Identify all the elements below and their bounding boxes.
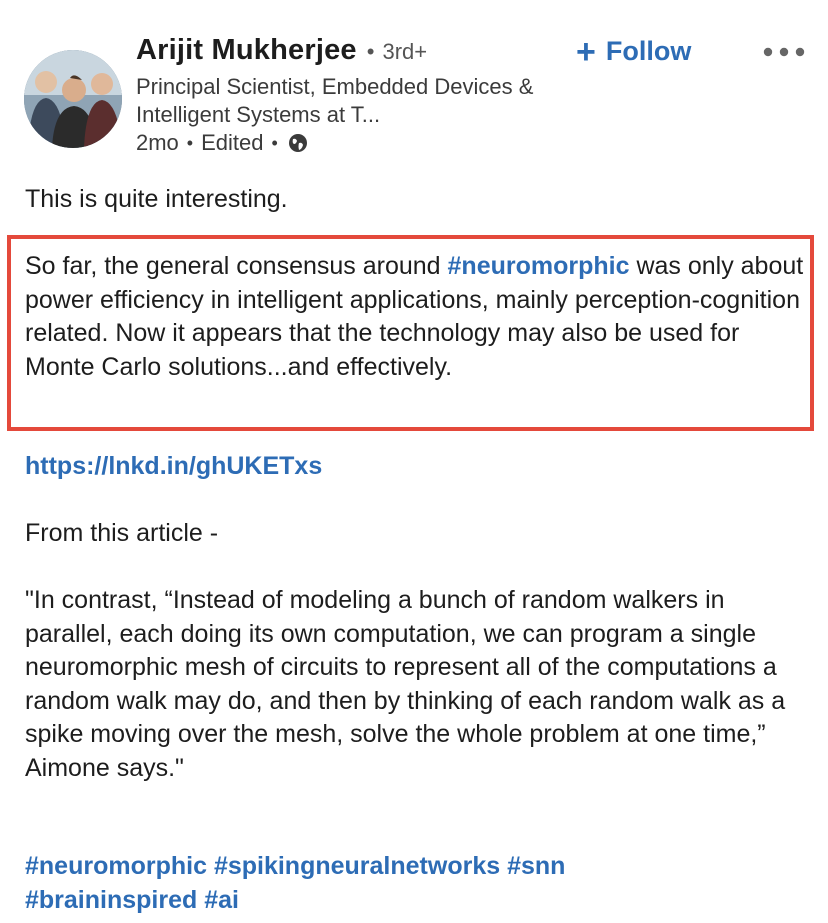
hashtag-link[interactable]: #snn xyxy=(507,852,566,880)
author-name[interactable]: Arijit Mukherjee xyxy=(136,34,357,66)
author-avatar[interactable] xyxy=(24,50,122,148)
hashtag-link[interactable]: #neuromorphic xyxy=(25,852,207,880)
author-name-row xyxy=(136,34,427,67)
plus-icon: + xyxy=(576,32,596,71)
meta-separator: • xyxy=(186,132,194,153)
article-quote: "In contrast, “Instead of modeling a bunch of random walkers in parallel, each doing its own computation, we can program a single neuromorphic mesh of circuits to represent all of the computations a random walk may do, and then by thinking of each random walk as a spike moving over the mesh, solve the whole problem at one time,” Aimone says." xyxy=(25,586,786,782)
edited-label: Edited xyxy=(201,130,264,155)
more-horizontal-icon xyxy=(762,42,806,62)
highlighted-paragraph xyxy=(25,250,809,384)
post-link[interactable]: https://lnkd.in/ghUKETxs xyxy=(25,452,323,480)
hashtag-neuromorphic[interactable]: #neuromorphic xyxy=(447,252,630,280)
degree-separator: • xyxy=(366,39,375,64)
avatar-photo xyxy=(24,50,122,148)
meta-separator: • xyxy=(271,132,278,153)
post-link-row xyxy=(25,450,815,484)
follow-button[interactable] xyxy=(576,32,692,71)
post-time: 2mo xyxy=(136,130,179,155)
article-intro: From this article - xyxy=(25,519,219,547)
follow-label: Follow xyxy=(605,36,692,66)
post-meta xyxy=(136,130,308,156)
post-intro: This is quite interesting. xyxy=(25,185,288,213)
author-headline: Principal Scientist, Embedded Devices & Intelligent Systems at T... xyxy=(136,74,534,127)
connection-degree: 3rd+ xyxy=(382,39,428,64)
more-options-button[interactable] xyxy=(762,42,806,62)
highlight-text-before: So far, the general consensus around xyxy=(25,252,448,280)
hashtag-link[interactable]: #spikingneuralnetworks xyxy=(213,852,501,880)
hashtag-link[interactable]: #braininspired xyxy=(25,885,198,914)
hashtag-link[interactable]: #ai xyxy=(204,885,239,914)
highlight-text-after: was only about power efficiency in intelligent applications, mainly perception-cognition related. Now it appears that the technology may also be used for Monte Carlo solutions...and effectively. xyxy=(25,252,804,381)
hashtag-list xyxy=(25,850,815,917)
globe-icon xyxy=(288,133,308,153)
